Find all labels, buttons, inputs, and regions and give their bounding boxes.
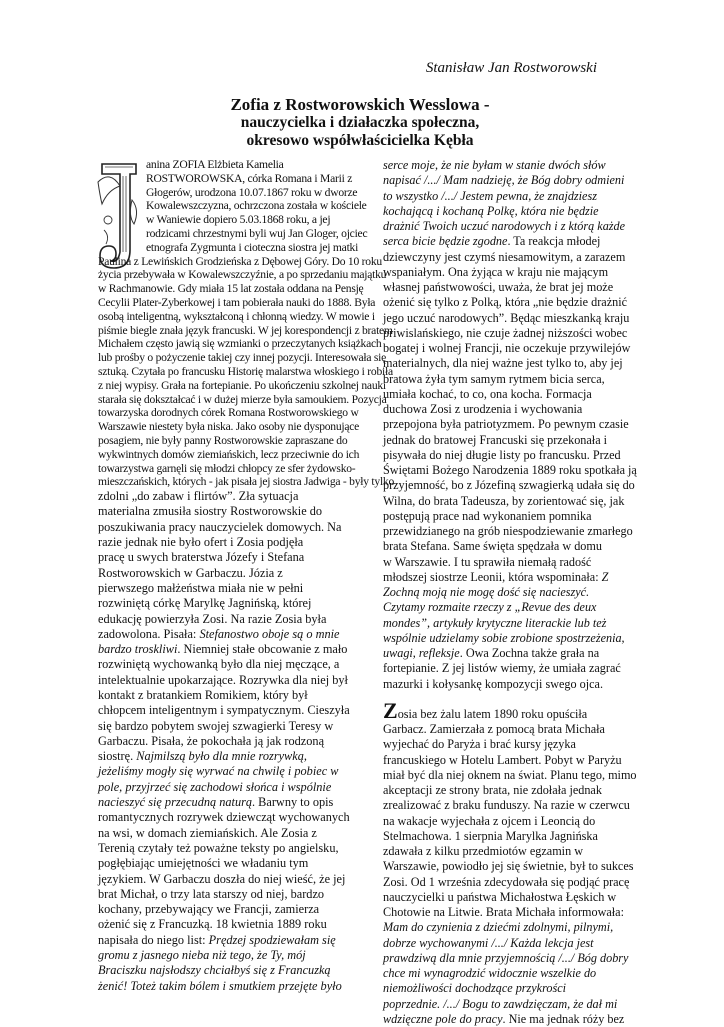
text-line: przepojona była patriotyzmem. Po pewnym czasie: [383, 417, 629, 432]
text-line: etnografa Zygmunta i cioteczna siostra jej matki: [146, 240, 359, 254]
text-line: Chotowie na Litwie. Brata Michała informowała:: [383, 905, 624, 919]
article-subtitle-2: okresowo współwłaścicielka Kębła: [246, 132, 474, 149]
text-line: pierwszego małżeństwa miała nie w pełni: [98, 580, 304, 595]
text-line: drażnić Twoich uczuć narodowych i z którą każde: [383, 219, 626, 233]
text-line: przewidzianego na grób niespodziewanie zmarłego: [383, 524, 633, 538]
text-line: Zosi. Od 1 września zdecydowała się podjąć pracę: [383, 874, 630, 889]
text-line: serca bicie będzie zgodne. Ta reakcja młodej: [383, 234, 601, 249]
text-line: akceptacji ze strony brata, nie zdołała jednak: [383, 783, 602, 797]
text-line: sztuką. Czytała po francusku Historię malarstwa włoskiego i robiła: [98, 364, 393, 378]
text-line: Mam do czynienia z dziećmi zdolnymi, pilnymi,: [383, 920, 614, 935]
text-line: starała się dokształcać i w dużej mierze była samoukiem. Pozycja: [98, 392, 387, 406]
left-column: [98, 158, 395, 994]
text-line: wykwintnych domów ziemiańskich, lecz przeciwnie do ich: [98, 447, 360, 461]
text-line: zdawała z kilku przedmiotów egzamin w: [383, 844, 584, 858]
text-line: jego uczuć narodowych”. Będąc mieszkanką kraju: [383, 310, 630, 325]
text-line: Cecylii Plater-Zyberkowej i tam pobierała nauki do 1888. Była: [98, 295, 376, 309]
text-line: razie jednak nie było ofert i Zosia podjęła: [98, 535, 304, 550]
text-line: bogatej i wolnej Francji, nie oczekuje przywilejów: [383, 341, 631, 355]
text-line: umiała kochać, to co, ona kocha. Formacja: [383, 386, 592, 401]
text-line: pole, przyjrzeć się zachodowi słońca i wspólnie: [98, 779, 332, 794]
text-line: priwislańskiego, nie czuje żadnej niższości wobec: [383, 325, 628, 340]
text-line: na wakacje wyjechała z ojcem i Leoncią do: [383, 813, 596, 828]
text-line: napisać /.../ Mam nadzieję, że Bóg dobry odmieni: [383, 173, 625, 188]
text-line: bratowa żyła tym samym rytmem bicia serca,: [383, 371, 605, 386]
text-line: rozwiniętą córkę Marylkę Jagnińską, której: [98, 596, 312, 611]
text-line: bardzo troskliwi. Niemniej stałe obcowanie z mało: [98, 642, 348, 657]
text-line: francuskiego w Hotelu Lambert. Pobyt w Paryżu: [383, 752, 622, 767]
text-line: edukację powierzyła Zosi. Na razie Zosia była: [98, 611, 327, 626]
text-line: w Waniewie dopiero 5.03.1868 roku, a jej: [146, 213, 331, 227]
text-line: zrealizować z braku funduszy. Na razie w czerwcu: [383, 798, 630, 813]
text-line: pisywała do niej długie listy po francusku. Przed: [383, 447, 621, 462]
text-line: brat Michał, o trzy lata starszy od niej, bardzo: [98, 886, 325, 901]
text-line: niemożliwości dochodzące przykrości: [383, 981, 567, 996]
text-line: Świętami Bożego Narodzenia 1889 roku spotkała ją: [383, 463, 637, 477]
article-heading: [170, 95, 550, 150]
text-line: wspólnie udzielamy sobie zrobione spostrzeżenia,: [383, 630, 625, 645]
right-column-paragraph-2-first-line: Zosia bez żalu latem 1890 roku opuściła: [383, 697, 588, 723]
text-line: dobrze wychowanymi /.../ Każda lekcja jest: [383, 935, 594, 950]
text-line: brata Stefana. Same święta spędzała w domu: [383, 539, 602, 554]
text-line: własnej państwowości, uważa, że brat jej może: [383, 280, 614, 294]
text-line: fortepianie. Z jej listów wiemy, że umiała zagrać: [383, 661, 621, 676]
text-line: towarzyska dorodnych córek Romana Rostworowskiego w: [98, 406, 359, 420]
text-line: poszukiwania pracy nauczycielek domowych. Na: [98, 519, 342, 534]
text-line: prawdziwą dla mnie przyjemnością /.../ Bóg dobry: [383, 950, 629, 965]
text-line: językiem. W Garbaczu doszła do niej wieść, że jej: [98, 871, 346, 886]
text-line: Garbacz. Zamierzała z pomocą brata Michała: [383, 722, 605, 736]
article-title: Zofia z Rostworowskich Wesslowa -: [230, 95, 490, 114]
text-line: pracę u swych braterstwa Józefy i Stefana: [98, 550, 305, 565]
left-column-intro: [98, 158, 395, 489]
text-line: mieszczańskich, których - jak pisała jej siostra Jadwiga - były tylko: [98, 475, 395, 489]
text-line: mazurki i kołysankę kompozycji swego ojca.: [383, 676, 603, 691]
text-line: pogłębiając umiejętności we władaniu tym: [98, 856, 309, 871]
text-line: piśmie biegle znała język francuski. W jej korespondencji z bratem: [98, 323, 393, 337]
text-line: gromu z jasnego nieba niż tego, że Ty, mój: [98, 948, 306, 963]
text-line: Braciszku najsłodszy chciałbyś się z Francuzką: [98, 963, 331, 978]
text-line: to wszystko /.../ Jestem pewna, że znajdziesz: [383, 188, 597, 203]
text-line: wdzięczne pole do pracy. Nie ma jednak róży bez: [383, 1011, 625, 1026]
text-line: w Rachmanowie. Gdy miała 15 lat została oddana na Pensję: [98, 282, 364, 296]
author-name: Stanisław Jan Rostworowski: [425, 60, 597, 76]
text-line: materialna zmusiła siostry Rostworowskie do: [98, 504, 323, 519]
text-line: Warszawie, powiodło jej się świetnie, był to sukces: [383, 859, 634, 874]
text-line: Rostworowskich w Garbaczu. Józia z: [98, 565, 283, 580]
text-line: towarzystwa garnęli się młodzi chłopcy ze sfer żydowsko-: [98, 461, 356, 475]
text-line: osobą inteligentną, wykształconą i chłonną wiedzy. W mowie i: [98, 309, 375, 323]
article-subtitle-1: nauczycielka i działaczka społeczna,: [240, 114, 480, 131]
text-line: miał być dla niej oknem na świat. Planu tego, mimo: [383, 767, 637, 782]
text-line: posagiem, nie były panny Rostworowskie zapraszane do: [98, 433, 348, 447]
text-line: duchowa Zosi z urodzenia i wychowania: [383, 402, 583, 416]
text-line: Wilna, do brata Tadeusza, by zorientować się, jak: [383, 493, 625, 508]
text-line: się bardzo pobytem swojej szwagierki Teresy w: [98, 718, 334, 733]
text-line: w Warszawie. I tu sprawiła niemałą radość: [383, 554, 592, 569]
text-line: serce moje, że nie byłam w stanie dwóch słów: [383, 158, 606, 172]
text-line: życia przebywała w Kowalewszczyźnie, a po sprzedaniu majątku: [98, 268, 387, 282]
text-line: Paulina z Lewińskich Grodzieńska z Dębowej Góry. Do 10 roku: [98, 254, 382, 268]
right-column-paragraph-1: [383, 158, 639, 692]
dropcap-z: Z: [383, 697, 398, 723]
text-line: poprzednie. /.../ Bogu to zawdzięczam, że dał mi: [383, 996, 618, 1011]
text-line: kontakt z bratankiem Romikiem, który był: [98, 687, 308, 702]
right-column-paragraph-2: [383, 722, 639, 1027]
text-line: rozwiniętą wychowanką było dla niej męczące, a: [98, 657, 340, 672]
text-line: Stelmachowa. 1 sierpnia Marylka Jagnińska: [383, 828, 598, 843]
text-line: ożenić się z Francuzką. 18 kwietnia 1889 roku: [98, 917, 327, 932]
text-line: nacieszyć się przecudną naturą. Barwny to opis: [98, 795, 334, 810]
text-line: nauczycielki u państwa Michałostwa Łęskich w: [383, 889, 617, 904]
text-line: materialnych, dla niej ważne jest tylko to, aby jej: [383, 356, 623, 371]
text-line: młodszej siostrze Leonii, która wspominała: Z: [383, 569, 609, 584]
text-line: zdolni „do zabaw i flirtów”. Zła sytuacja: [98, 489, 299, 504]
left-column-body: [98, 489, 356, 994]
text-line: mondes”, artykuły krytyczne literackie lub też: [383, 615, 607, 630]
text-line: żenić! Toteż takim bólem i smutkiem przejęte było: [98, 978, 342, 993]
text-line: Terenią czytały też poważne teksty po angielsku,: [98, 840, 339, 855]
text-line: Zochną moją nie mogę dość się nacieszyć.: [383, 585, 590, 599]
text-line: lub prośby o pożyczenie takiej czy innej pozycji. Interesowała się: [98, 351, 387, 365]
text-line: na wsi, w domach ziemiańskich. Ale Zosia z: [98, 825, 317, 840]
right-column: [383, 158, 639, 1027]
text-line: kochającą i kochaną Polkę, która nie będzie: [383, 203, 599, 218]
text-line: zadowolona. Pisała: Stefanostwo oboje są o mnie: [98, 626, 340, 641]
text-line: postępują prace nad wykonaniem pomnika: [383, 508, 592, 523]
text-line: romantycznych rozrywek dziewcząt wychowanych: [98, 810, 350, 825]
text-line: wspaniałym. Ona żyjąca w kraju nie mającym: [383, 264, 609, 279]
text-line: przyjemność, bo z Józefiną szwagierką udała się do: [383, 478, 635, 493]
text-line: ROSTWOROWSKA, córka Romana i Marii z: [146, 171, 353, 185]
text-line: Warszawie niestety była niska. Jako osoby nie dysponujące: [98, 420, 360, 434]
text-line: Głogerów, urodzona 10.07.1867 roku w dworze: [146, 185, 358, 199]
text-line: rodzicami chrzestnymi byli wuj Jan Gloger, ojciec: [146, 226, 368, 240]
text-line: uwagi, refleksje. Owa Zochna także grała na: [383, 646, 600, 660]
text-line: wyjechać do Paryża i brać kursy języka: [383, 737, 576, 752]
text-line: jednak do bratowej Francuski się przekonała i: [383, 432, 608, 447]
text-line: z niej wypisy. Grała na fortepianie. Po ukończeniu szkolnej nauki: [98, 378, 386, 392]
text-line: dziewczyny jest czymś niesamowitym, a zarazem: [383, 249, 626, 264]
text-line: Garbaczu. Pisała, że pokochała ją jak rodzoną: [98, 733, 325, 748]
text-line: kochany, przebywający we Francji, zamierza: [98, 902, 320, 917]
text-line: Kowalewszczyzna, ochrzczona została w kościele: [146, 199, 367, 213]
text-line: napisała do niego list: Prędzej spodziewałam się: [98, 932, 336, 947]
text-line: chłopcem inteligentnym i sympatycznym. Cieszyła: [98, 703, 350, 718]
text-line: siostrę. Najmilszą było dla mnie rozrywką,: [98, 749, 307, 764]
text-line: anina ZOFIA Elżbieta Kamelia: [146, 158, 284, 171]
text-line: jeżeliśmy mogły się wyrwać na chwilę i pobiec w: [98, 764, 339, 779]
text-line: chce mi wynagrodzić widocznie wszelkie do: [383, 966, 597, 980]
text-line: ożenić się tylko z Polką, która „nie będzie drażnić: [383, 295, 627, 310]
text-line: Michałem często jawią się wzmianki o przeczytanych książkach: [98, 337, 382, 351]
text-line: intelektualnie upokarzające. Rozrywka dla niej był: [98, 672, 348, 687]
text-line: Czytamy rozmaite rzeczy z „Revue des deux: [383, 600, 597, 615]
